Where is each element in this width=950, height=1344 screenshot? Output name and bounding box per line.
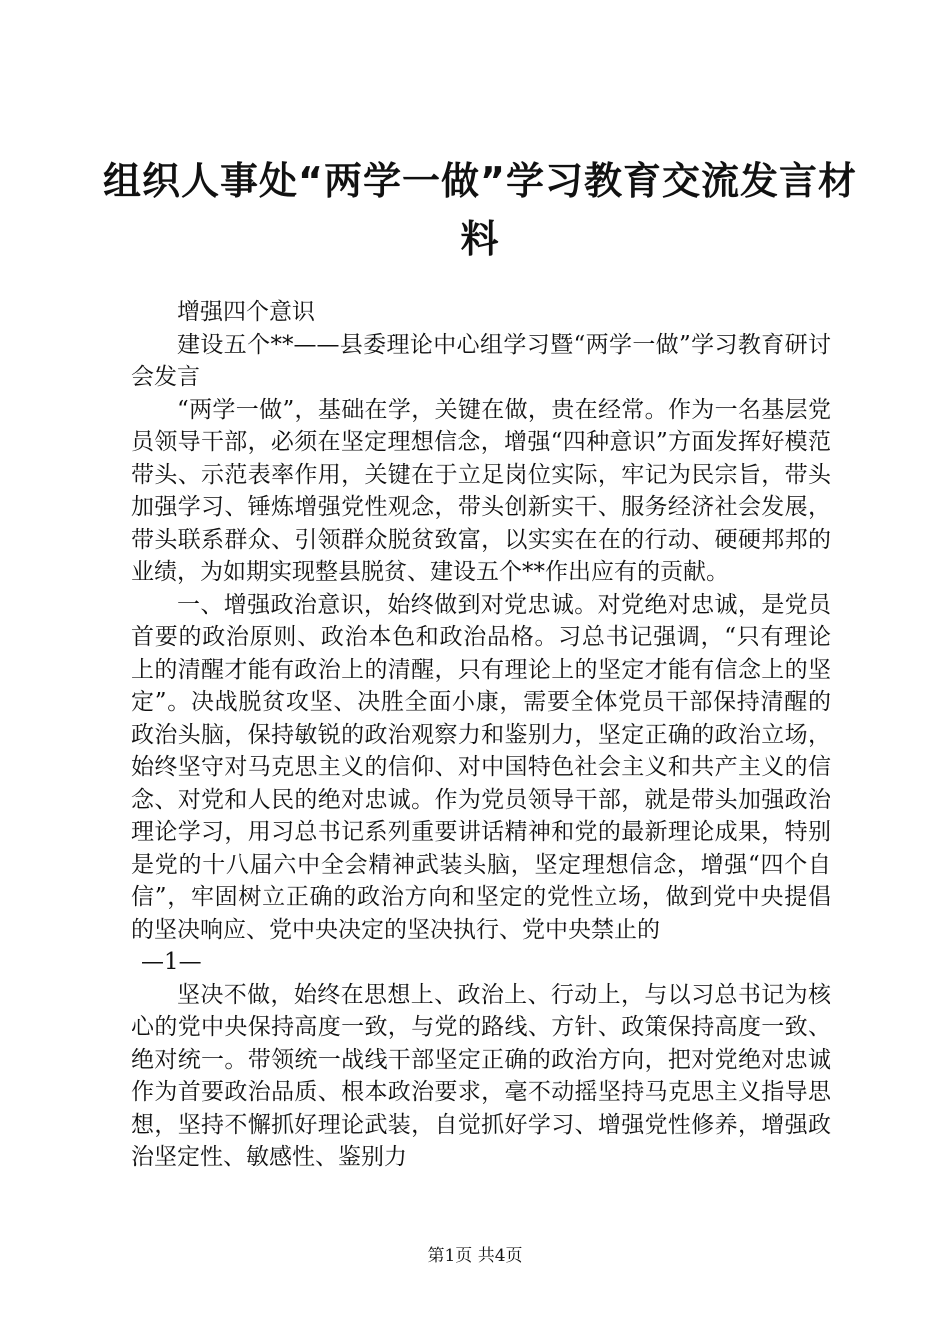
subtitle-line-2: 建设五个**——县委理论中心组学习暨“两学一做”学习教育研讨会发言 [131,331,831,390]
subtitle-line-1: 增强四个意识 [177,299,315,325]
document-body [131,296,831,1174]
continuation-paragraph: 坚决不做，始终在思想上、政治上、行动上，与以习总书记为核心的党中央保持高度一致，与党的路线、方针、政策保持高度一致、绝对统一。带领统一战线干部坚定正确的政治方向，把对党绝对忠诚作为首要政治品质、根本政治要求，毫不动摇坚持马克思主义指导思想，坚持不懈抓好理论武装，自觉抓好学习、增强党性修养，增强政治坚定性、敏感性、鉴别力 [131,981,831,1170]
inline-page-marker: —1— [141,949,202,975]
section-one-paragraph: 一、增强政治意识，始终做到对党忠诚。对党绝对忠诚，是党员首要的政治原则、政治本色和政治品格。习总书记强调，“只有理论上的清醒才能有政治上的清醒，只有理论上的坚定才能有信念上的坚定”。决战脱贫攻坚、决胜全面小康，需要全体党员干部保持清醒的政治头脑，保持敏锐的政治观察力和鉴别力，坚定正确的政治立场，始终坚守对马克思主义的信仰、对中国特色社会主义和共产主义的信念、对党和人民的绝对忠诚。作为党员领导干部，就是带头加强政治理论学习，用习总书记系列重要讲话精神和党的最新理论成果，特别是党的十八届六中全会精神武装头脑，坚定理想信念，增强“四个自信”，牢固树立正确的政治方向和坚定的党性立场，做到党中央提倡的坚决响应、党中央决定的坚决执行、党中央禁止的 [131,591,831,943]
intro-paragraph: “两学一做”，基础在学，关键在做，贵在经常。作为一名基层党员领导干部，必须在坚定理想信念，增强“四种意识”方面发挥好模范带头、示范表率作用，关键在于立足岗位实际，牢记为民宗旨，带头加强学习、锤炼增强党性观念，带头创新实干、服务经济社会发展，带头联系群众、引领群众脱贫致富，以实实在在的行动、硬硬邦邦的业绩，为如期实现整县脱贫、建设五个**作出应有的贡献。 [131,396,831,585]
page-footer: 第1页 共4页 [427,1246,523,1266]
document-title: 组织人事处“两学一做”学习教育交流发言材料 [103,159,857,261]
